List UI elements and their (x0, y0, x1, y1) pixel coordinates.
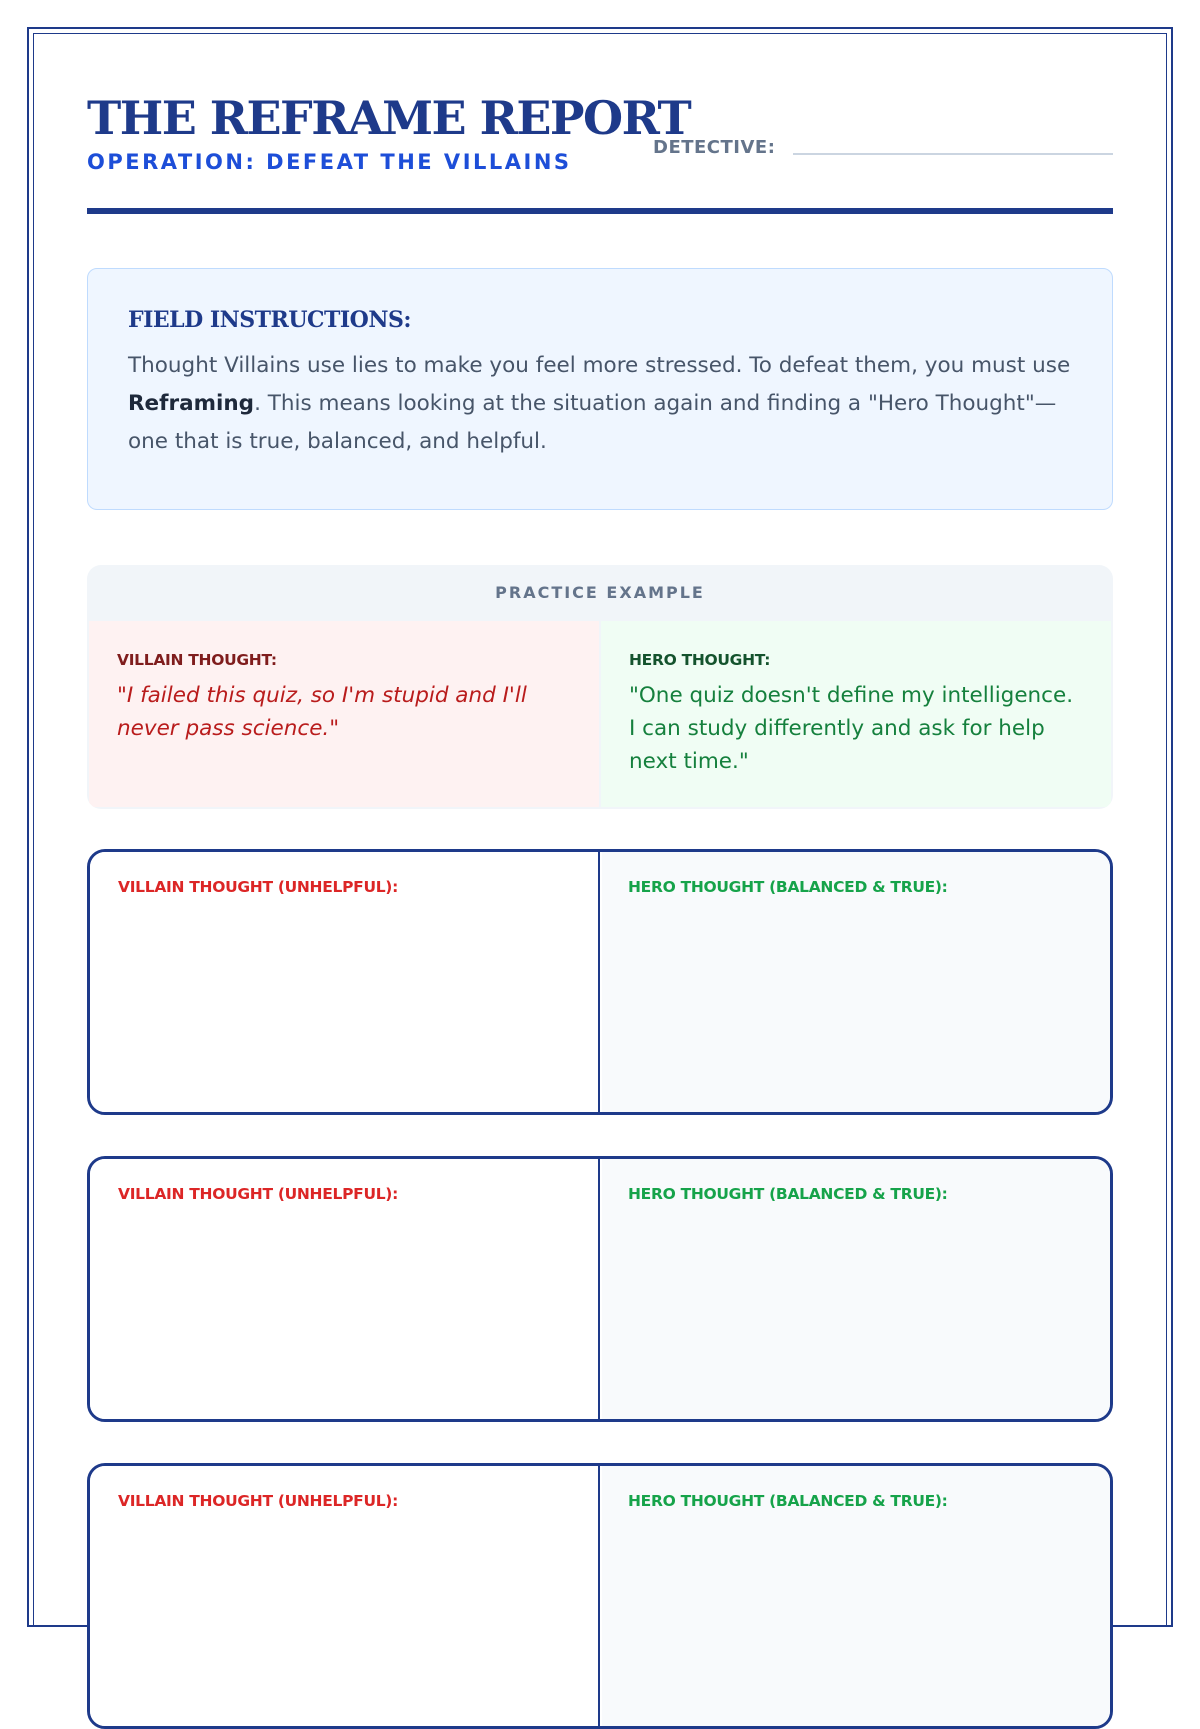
page-subtitle: OPERATION: DEFEAT THE VILLAINS (87, 150, 572, 174)
example-hero-heading: HERO THOUGHT: (629, 651, 771, 669)
practice-example-label: PRACTICE EXAMPLE (495, 583, 705, 602)
practice-example (87, 565, 1113, 809)
instructions-title: FIELD INSTRUCTIONS: (128, 307, 411, 333)
villain-thought-field[interactable] (90, 1466, 600, 1726)
villain-thought-field[interactable] (90, 852, 600, 1112)
instructions-bold-term: Reframing (128, 391, 255, 416)
hero-thought-field[interactable] (602, 1466, 1110, 1726)
villain-thought-heading: VILLAIN THOUGHT (UNHELPFUL): (118, 1185, 398, 1203)
instructions-text-part1: Thought Villains use lies to make you feel more stressed. To defeat them, you must use (128, 353, 1071, 378)
villain-thought-heading: VILLAIN THOUGHT (UNHELPFUL): (118, 1492, 398, 1510)
example-hero-panel (601, 621, 1111, 807)
instructions-text (128, 347, 1072, 461)
reframe-box-3 (87, 1463, 1113, 1729)
hero-thought-heading: HERO THOUGHT (BALANCED & TRUE): (628, 878, 948, 896)
field-instructions-box (87, 268, 1113, 510)
detective-name-line[interactable] (793, 153, 1113, 155)
reframe-box-1 (87, 849, 1113, 1115)
hero-thought-field[interactable] (602, 852, 1110, 1112)
header (87, 88, 1113, 216)
example-villain-panel (89, 621, 599, 807)
example-villain-heading: VILLAIN THOUGHT: (117, 651, 277, 669)
hero-thought-heading: HERO THOUGHT (BALANCED & TRUE): (628, 1492, 948, 1510)
hero-thought-heading: HERO THOUGHT (BALANCED & TRUE): (628, 1185, 948, 1203)
page-title: THE REFRAME REPORT (87, 91, 691, 145)
hero-thought-field[interactable] (602, 1159, 1110, 1419)
header-divider (87, 208, 1113, 214)
reframe-box-2 (87, 1156, 1113, 1422)
villain-thought-field[interactable] (90, 1159, 600, 1419)
instructions-text-part2: . This means looking at the situation again and finding a "Hero Thought"—one that is true, balanced, and helpful. (128, 391, 1057, 454)
example-villain-text: "I failed this quiz, so I'm stupid and I'll never pass science." (117, 683, 527, 741)
example-hero-text: "One quiz doesn't define my intelligence. I can study differently and ask for help next time." (629, 683, 1074, 774)
villain-thought-heading: VILLAIN THOUGHT (UNHELPFUL): (118, 878, 398, 896)
detective-label: DETECTIVE: (653, 137, 776, 158)
